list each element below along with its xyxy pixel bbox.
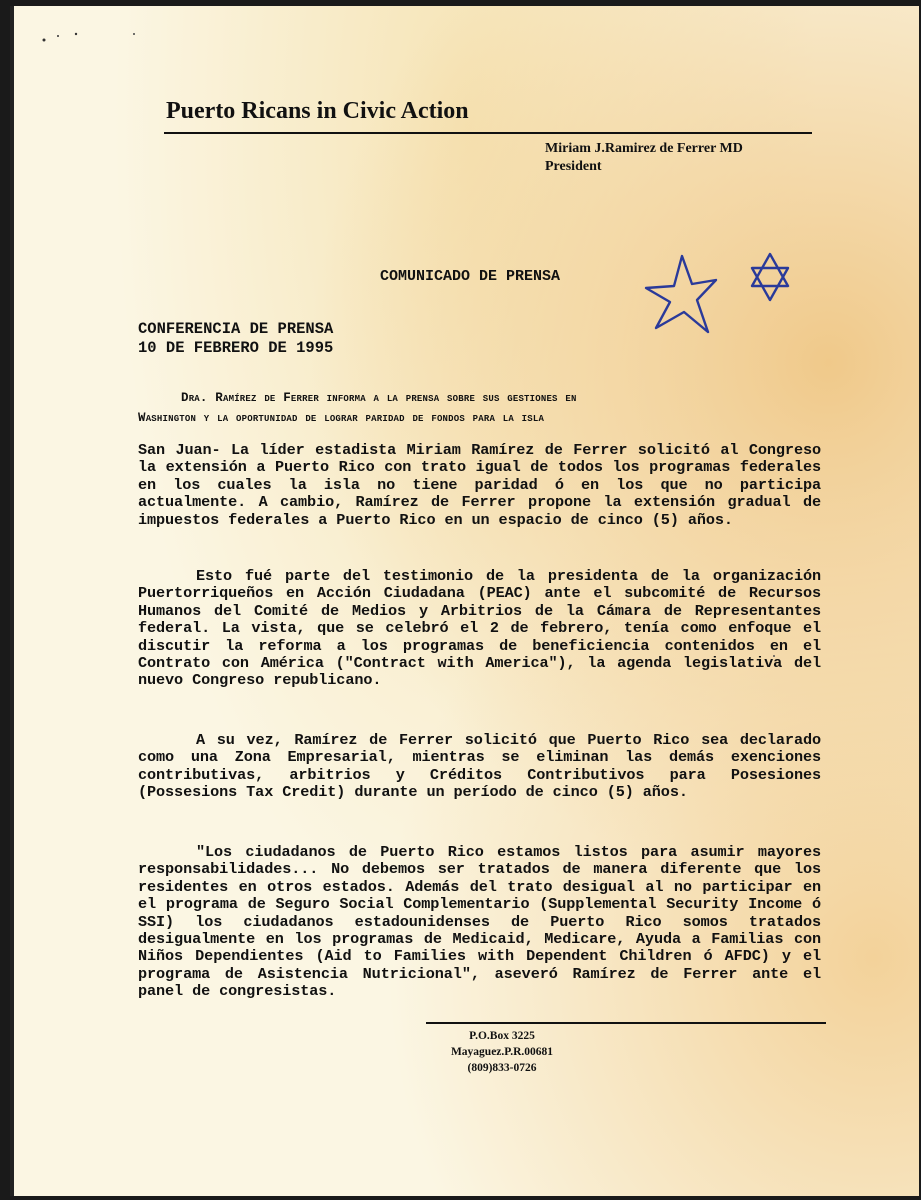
star-drawing (646, 256, 716, 332)
paragraph-3-text: A su vez, Ramírez de Ferrer solicitó que Puerto Rico sea declarado como una Zona Empresarial, mientras se eliminan las demás exenciones contributivas, arbitrios y Créditos Contributivos para Posesiones (Possesions Tax Credit) durante un período de cinco (5) años. (138, 731, 821, 802)
release-label: COMUNICADO DE PRENSA (380, 268, 561, 285)
organization-name: Puerto Ricans in Civic Action (166, 98, 469, 124)
officer-name: Miriam J.Ramirez de Ferrer MD (545, 141, 743, 156)
paragraph-4 (138, 844, 821, 1001)
paragraph-4-text: "Los ciudadanos de Puerto Rico estamos listos para asumir mayores responsabilidades... No debemos ser tratados de manera diferente que los residentes en otros estados. Además del trato desigual al no participar en el programa de Seguro Social Complementario (Supplemental Security Income ó SSI) los ciudadanos estadounidenses de Puerto Rico somos tratados desigualmente en los programas de Medicaid, Medicare, Ayuda a Familias con Niños Dependientes (Aid to Families with Dependent Children ó AFDC) y el programa de Asistencia Nutricional", aseveró Ramírez de Ferrer ante el panel de congresistas. (138, 843, 821, 1001)
conference-date: 10 DE FEBRERO DE 1995 (138, 339, 334, 357)
paragraph-1-text: San Juan- La líder estadista Miriam Ramírez de Ferrer solicitó al Congreso la extensión a Puerto Rico con trato igual de todos los programas federales en los cuales la isla no tiene paridad ó en los que no participa actualmente. A cambio, Ramírez de Ferrer propone la extensión gradual de impuestos federales a Puerto Rico en un espacio de cinco (5) años. (138, 441, 821, 529)
handdrawn-stars (642, 250, 792, 350)
officer-title: President (545, 159, 602, 174)
headline (138, 388, 818, 428)
headline-line-2: Washington y la oportunidad de lograr paridad de fondos para la isla (138, 411, 545, 425)
paragraph-3 (138, 732, 821, 802)
paragraph-2 (138, 568, 821, 690)
conference-title: CONFERENCIA DE PRENSA (138, 320, 334, 338)
officer-block (545, 140, 743, 176)
star-of-david-drawing (752, 254, 788, 300)
paragraph-1 (138, 442, 821, 529)
address-city: Mayaguez.P.R.00681 (450, 1046, 554, 1058)
document-page (10, 6, 919, 1196)
letterhead-rule (164, 132, 812, 134)
address-phone: (809)833-0726 (467, 1062, 537, 1074)
paragraph-2-text: Esto fué parte del testimonio de la presidenta de la organización Puertorriqueños en Acción Ciudadana (PEAC) ante el subcomité de Recursos Humanos del Comité de Medios y Arbitrios de la Cámara de Representantes federal. La vista, que se celebró el 2 de febrero, tenía como enfoque el discutir la reforma a los programas de beneficiencia contenidos en el Contrato con América ("Contract with America"), la agenda legislativa del nuevo Congreso republicano. (138, 567, 821, 690)
footer-rule (426, 1022, 826, 1024)
conference-block (138, 320, 333, 358)
headline-line-1: Dra. Ramírez de Ferrer informa a la prensa sobre sus gestiones en (181, 391, 577, 405)
mailing-address (412, 1028, 592, 1076)
address-po-box: P.O.Box 3225 (469, 1030, 535, 1042)
